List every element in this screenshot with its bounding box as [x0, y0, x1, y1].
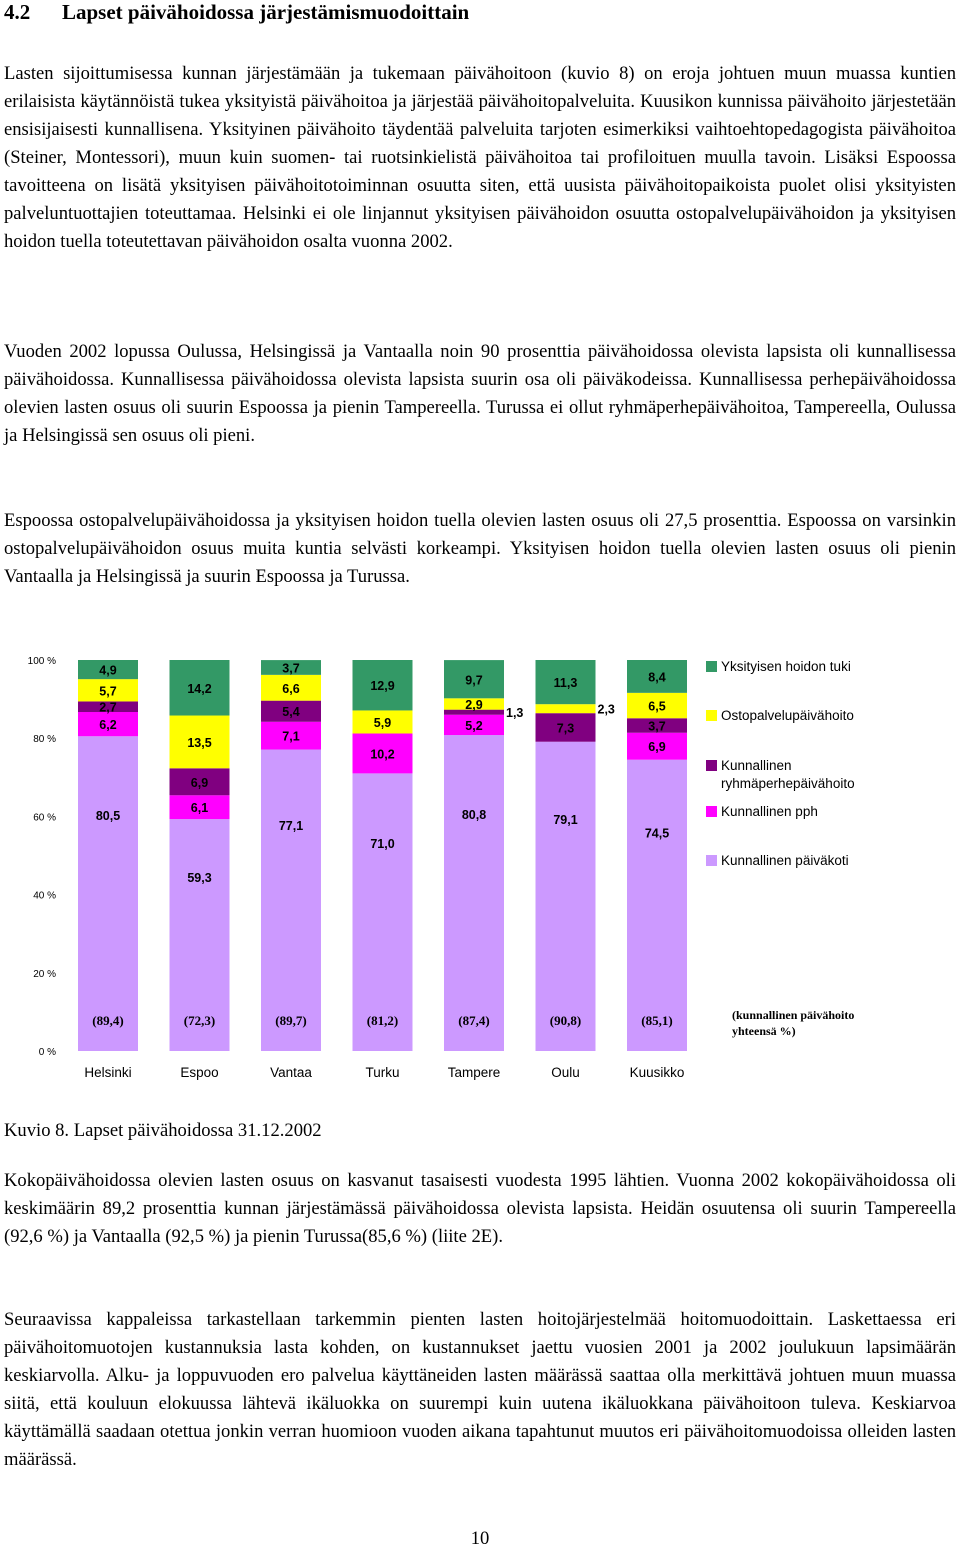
category-label: Tampere — [447, 1065, 501, 1080]
category-label: Kuusikko — [629, 1065, 685, 1080]
data-label: 9,7 — [465, 673, 483, 688]
data-label: 2,7 — [99, 700, 117, 715]
section-title: Lapset päivähoidossa järjestämismuodoittain — [62, 0, 470, 24]
data-label: 2,9 — [465, 697, 483, 712]
bar-segment — [353, 773, 413, 1051]
y-tick-label: 80 % — [33, 734, 56, 746]
paragraph-1: Lasten sijoittumisessa kunnan järjestämään ja tukemaan päivähoitoon (kuvio 8) on eroja johtuen muun muassa kuntien erilaisista käytännöistä tukea yksityistä päivähoitoa ja järjestää päivähoitopalveluita. Kuusikon kunnissa päivähoito järjestetään ensisijaisesti kunnallisena. Yksityinen päivähoito täydentää palveluita tarjoten esimerkiksi vaihtoehtopedagogista päivähoitoa (Steiner, Montessori), muun kuin suomen- tai ruotsinkielistä päivähoitoa tai profiloituen muulla tavoin. Lisäksi Espoossa tavoitteena on lisätä yksityisen päivähoitotoiminnan osuutta siten, että uusista päivähoitopaikoista puolet olisi yksityisten palveluntuottajien toteuttamaa. Helsinki ei ole linjannut yksityisen päivähoidon osuutta ostopalvelupäivähoidon ja yksityisen hoidon tuella toteutettavan päivähoidon osalta vuonna 2002. — [4, 63, 956, 252]
legend-swatch — [706, 661, 717, 672]
paragraph-4: Kokopäivähoidossa olevien lasten osuus on kasvanut tasaisesti vuodesta 1995 lähtien. Vuonna 2002 kokopäivähoidossa oli keskimäärin 89,2 prosenttia kunnan järjestämässä päivähoidossa olevista lapsista. Heidän osuutensa oli suurin Tampereella (92,6 %) ja Vantaalla (92,5 %) ja pienin Turussa(85,6 %) (liite 2E). — [4, 1170, 956, 1247]
data-label: 6,9 — [190, 775, 209, 790]
totals-explanation: yhteensä %) — [732, 1024, 796, 1038]
data-label: 7,1 — [282, 729, 300, 744]
data-label: 80,5 — [95, 808, 121, 823]
bar-segment — [444, 735, 504, 1051]
bar-segment — [536, 742, 596, 1051]
bar-segment — [627, 760, 687, 1051]
figure-caption: Kuvio 8. Lapset päivähoidossa 31.12.2002 — [4, 1120, 322, 1141]
y-tick-label: 0 % — [38, 1047, 56, 1058]
legend-swatch — [706, 806, 717, 817]
bar-segment — [78, 736, 138, 1051]
total-label: (85,1) — [641, 1013, 673, 1028]
category-label: Espoo — [180, 1065, 219, 1080]
data-label: 2,3 — [597, 702, 615, 717]
data-label: 10,2 — [370, 747, 395, 762]
totals-explanation: (kunnallinen päivähoito — [732, 1008, 855, 1022]
total-label: (90,8) — [549, 1013, 582, 1028]
legend-label: Kunnallinen pph — [721, 804, 818, 819]
total-label: (72,3) — [183, 1013, 216, 1028]
data-label: 3,7 — [648, 719, 666, 734]
legend-label: Kunnallinen — [721, 758, 792, 773]
data-label: 6,9 — [648, 740, 666, 755]
legend-swatch — [706, 710, 717, 721]
page-number: 10 — [470, 1528, 490, 1549]
data-label: 71,0 — [370, 836, 395, 851]
data-label: 74,5 — [644, 826, 670, 841]
category-label: Vantaa — [270, 1065, 312, 1080]
data-label: 5,4 — [282, 705, 300, 720]
data-label: 13,5 — [187, 735, 212, 750]
legend-label: Yksityisen hoidon tuki — [721, 659, 851, 674]
bar-segment — [261, 750, 321, 1051]
data-label: 6,6 — [282, 681, 300, 696]
data-label: 79,1 — [553, 813, 578, 828]
category-label: Helsinki — [84, 1065, 132, 1080]
data-label: 8,4 — [648, 670, 666, 685]
stacked-bar-chart — [0, 640, 960, 1090]
category-label: Turku — [365, 1065, 400, 1080]
legend-label: Ostopalvelupäivähoito — [721, 708, 854, 723]
legend-label: Kunnallinen päiväkoti — [721, 853, 849, 868]
section-number: 4.2 — [4, 0, 31, 24]
paragraph-3: Espoossa ostopalvelupäivähoidossa ja yksityisen hoidon tuella olevien lasten osuus oli 27,5 prosenttia. Espoossa on varsinkin ostopalvelupäivähoidon osuus muita kuntia selvästi korkeampi. Yksityisen hoidon tuella olevien lasten osuus oli pienin Vantaalla ja Helsingissä ja suurin Espoossa ja Turussa. — [4, 510, 956, 587]
paragraph-2: Vuoden 2002 lopussa Oulussa, Helsingissä ja Vantaalla noin 90 prosenttia päivähoidossa olevista lapsista oli kunnallisessa päivähoidossa. Kunnallisessa päivähoidossa olevista lapsista suurin osa oli päiväkodeissa. Kunnallisessa perhepäivähoidossa olevien lasten osuus oli suurin Espoossa ja pienin Tampereella. Turussa ei ollut ryhmäperhepäivähoitoa, Tampereella, Oulussa ja Helsingissä sen osuus oli pieni. — [4, 341, 956, 446]
data-label: 5,9 — [373, 715, 392, 730]
data-label: 6,1 — [190, 801, 209, 816]
y-tick-label: 20 % — [33, 968, 56, 980]
legend-label: ryhmäperhepäivähoito — [721, 776, 855, 791]
data-label: 5,2 — [465, 718, 483, 733]
data-label: 6,5 — [648, 699, 666, 714]
y-tick-label: 40 % — [33, 890, 56, 902]
y-tick-label: 60 % — [33, 812, 56, 824]
section-heading — [4, 0, 469, 25]
data-label: 3,7 — [282, 661, 300, 676]
legend-swatch — [706, 855, 717, 866]
data-label: 4,9 — [99, 663, 117, 678]
data-label: 7,3 — [556, 721, 575, 736]
data-label: 11,3 — [553, 676, 578, 691]
total-label: (87,4) — [458, 1013, 490, 1028]
total-label: (89,7) — [275, 1013, 307, 1028]
data-label: 77,1 — [278, 818, 304, 833]
total-label: (81,2) — [366, 1013, 399, 1028]
paragraph-5: Seuraavissa kappaleissa tarkastellaan tarkemmin pienten lasten hoitojärjestelmää hoitomuodoittain. Laskettaessa eri päivähoitomuotojen kustannuksia lasta kohden, on kustannukset jaettu vuosien 2001 ja 2002 joulukuun lapsimäärän keskiarvolla. Alku- ja loppuvuoden ero palvelua käyttäneiden lasten määrässä saattaa olla merkittävä johtuen muun muassa siitä, että kouluun elokuussa lähtevä ikäluokka on suurempi kuin uutena ikäluokkana päivähoitoon tuleva. Keskiarvoa käyttämällä saadaan otettua jonkin verran huomioon vuoden aikana tapahtunut muutos eri päivähoitomuodoissa olleiden lasten määrässä. — [4, 1309, 956, 1470]
data-label: 5,7 — [99, 684, 117, 699]
bar-segment — [536, 704, 596, 713]
data-label: 12,9 — [370, 679, 395, 694]
data-label: 80,8 — [461, 808, 487, 823]
category-label: Oulu — [551, 1065, 580, 1080]
y-tick-label: 100 % — [27, 656, 56, 667]
data-label: 1,3 — [506, 706, 524, 721]
data-label: 59,3 — [187, 871, 212, 886]
legend-swatch — [706, 760, 717, 771]
data-label: 14,2 — [187, 681, 212, 696]
total-label: (89,4) — [92, 1013, 124, 1028]
data-label: 6,2 — [99, 718, 117, 733]
